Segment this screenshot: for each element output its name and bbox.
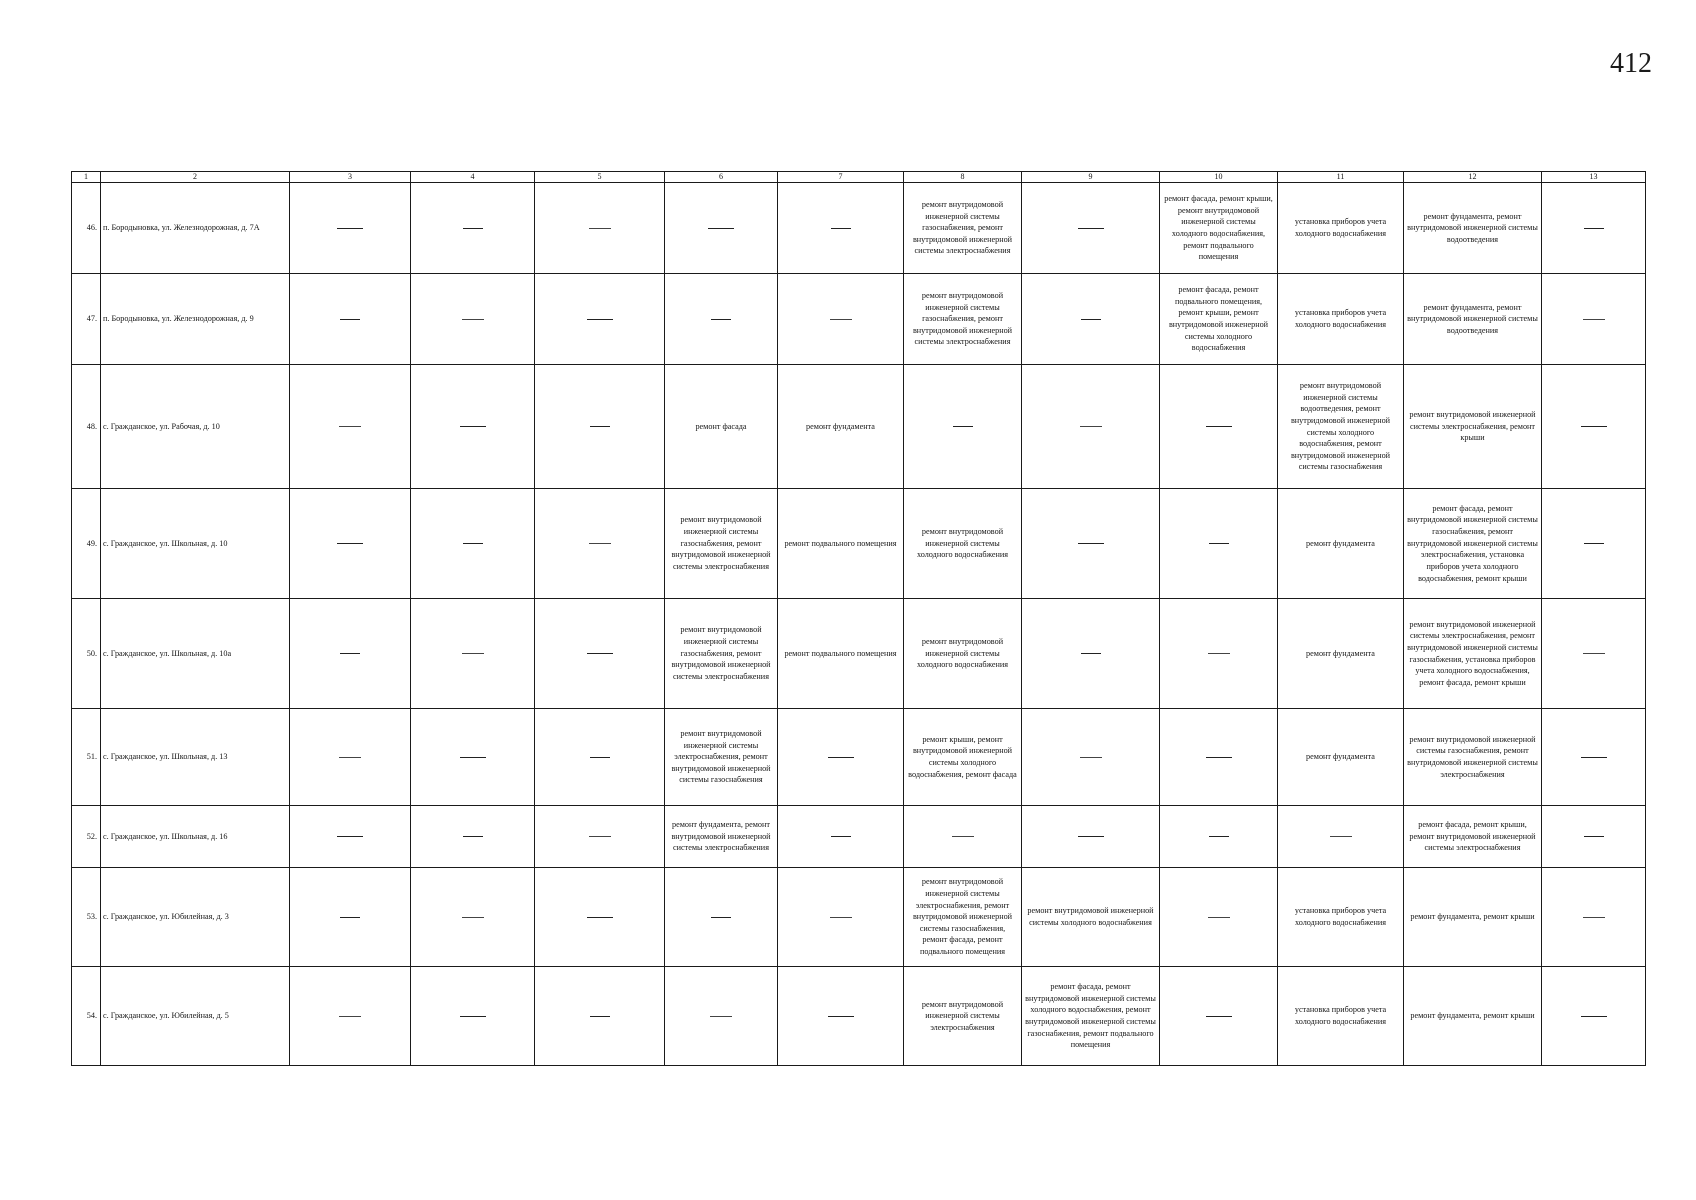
empty-dash-cell xyxy=(1022,365,1160,489)
work-type-cell: ремонт фасада, ремонт внутридомовой инженерной системы газоснабжения, ремонт внутридомовой инженерной системы электроснабжения, установка приборов учета холодного водоснабжения, ремонт крыши xyxy=(1404,489,1542,599)
work-type-cell: ремонт фундамента, ремонт внутридомовой инженерной системы водоотведения xyxy=(1404,274,1542,365)
dash-mark xyxy=(1584,836,1604,837)
dash-mark xyxy=(831,836,851,837)
empty-dash-cell xyxy=(1542,709,1646,806)
table-row xyxy=(72,274,1646,365)
empty-dash-cell xyxy=(1278,806,1404,868)
dash-mark xyxy=(1208,653,1230,654)
work-type-cell: ремонт внутридомовой инженерной системы электроснабжения, ремонт внутридомовой инженерной системы газоснабжения, ремонт фасада, ремонт подвального помещения xyxy=(904,868,1022,967)
empty-dash-cell xyxy=(1160,489,1278,599)
empty-dash-cell xyxy=(411,183,535,274)
dash-mark xyxy=(340,653,360,654)
dash-mark xyxy=(1081,653,1101,654)
work-type-cell: ремонт внутридомовой инженерной системы газоснабжения, ремонт внутридомовой инженерной системы электроснабжения xyxy=(665,489,778,599)
dash-mark xyxy=(463,228,483,229)
empty-dash-cell xyxy=(1022,274,1160,365)
address-cell: с. Гражданское, ул. Школьная, д. 16 xyxy=(101,806,290,868)
dash-mark xyxy=(1206,426,1232,427)
dash-mark xyxy=(590,757,610,758)
empty-dash-cell xyxy=(411,274,535,365)
empty-dash-cell xyxy=(665,183,778,274)
row-number-cell: 53. xyxy=(72,868,101,967)
dash-mark xyxy=(1209,543,1229,544)
dash-mark xyxy=(1080,757,1102,758)
empty-dash-cell xyxy=(290,599,411,709)
dash-mark xyxy=(1208,917,1230,918)
dash-mark xyxy=(462,653,484,654)
work-type-cell: ремонт фасада, ремонт крыши, ремонт внутридомовой инженерной системы электроснабжения xyxy=(1404,806,1542,868)
empty-dash-cell xyxy=(665,868,778,967)
dash-mark xyxy=(1078,836,1104,837)
dash-mark xyxy=(830,319,852,320)
dash-mark xyxy=(1330,836,1352,837)
work-type-cell: ремонт фасада, ремонт подвального помещения, ремонт крыши, ремонт внутридомовой инженерной системы холодного водоснабжения xyxy=(1160,274,1278,365)
empty-dash-cell xyxy=(665,274,778,365)
empty-dash-cell xyxy=(1542,489,1646,599)
row-number-cell: 54. xyxy=(72,967,101,1066)
dash-mark xyxy=(337,836,363,837)
work-type-cell: установка приборов учета холодного водоснабжения xyxy=(1278,967,1404,1066)
work-type-cell: ремонт внутридомовой инженерной системы газоснабжения, ремонт внутридомовой инженерной системы электроснабжения xyxy=(1404,709,1542,806)
empty-dash-cell xyxy=(290,709,411,806)
dash-mark xyxy=(710,1016,732,1017)
dash-mark xyxy=(1581,1016,1607,1017)
dash-mark xyxy=(952,836,974,837)
header-cell: 2 xyxy=(101,172,290,183)
dash-mark xyxy=(460,757,486,758)
work-type-cell: ремонт внутридомовой инженерной системы электроснабжения, ремонт крыши xyxy=(1404,365,1542,489)
dash-mark xyxy=(339,426,361,427)
repair-schedule-table-wrap xyxy=(71,171,1645,1066)
empty-dash-cell xyxy=(290,806,411,868)
empty-dash-cell xyxy=(535,806,665,868)
empty-dash-cell xyxy=(1542,967,1646,1066)
empty-dash-cell xyxy=(1022,183,1160,274)
dash-mark xyxy=(1080,426,1102,427)
empty-dash-cell xyxy=(1542,183,1646,274)
dash-mark xyxy=(828,1016,854,1017)
empty-dash-cell xyxy=(290,183,411,274)
address-cell: п. Бородыновка, ул. Железнодорожная, д. 7А xyxy=(101,183,290,274)
empty-dash-cell xyxy=(1160,868,1278,967)
dash-mark xyxy=(590,1016,610,1017)
empty-dash-cell xyxy=(1160,806,1278,868)
address-cell: п. Бородыновка, ул. Железнодорожная, д. 9 xyxy=(101,274,290,365)
work-type-cell: ремонт фундамента xyxy=(778,365,904,489)
dash-mark xyxy=(337,228,363,229)
work-type-cell: ремонт подвального помещения xyxy=(778,599,904,709)
dash-mark xyxy=(339,1016,361,1017)
work-type-cell: ремонт внутридомовой инженерной системы холодного водоснабжения xyxy=(904,599,1022,709)
dash-mark xyxy=(589,836,611,837)
empty-dash-cell xyxy=(1022,806,1160,868)
work-type-cell: ремонт фасада xyxy=(665,365,778,489)
dash-mark xyxy=(589,228,611,229)
page-number: 412 xyxy=(1610,48,1652,79)
work-type-cell: установка приборов учета холодного водоснабжения xyxy=(1278,274,1404,365)
dash-mark xyxy=(1583,917,1605,918)
work-type-cell: ремонт фундамента, ремонт внутридомовой инженерной системы водоотведения xyxy=(1404,183,1542,274)
row-number-cell: 47. xyxy=(72,274,101,365)
header-cell: 10 xyxy=(1160,172,1278,183)
dash-mark xyxy=(460,426,486,427)
header-cell: 7 xyxy=(778,172,904,183)
empty-dash-cell xyxy=(778,709,904,806)
dash-mark xyxy=(460,1016,486,1017)
empty-dash-cell xyxy=(1160,709,1278,806)
table-row xyxy=(72,967,1646,1066)
dash-mark xyxy=(462,917,484,918)
dash-mark xyxy=(1583,653,1605,654)
empty-dash-cell xyxy=(411,806,535,868)
dash-mark xyxy=(830,917,852,918)
table-row xyxy=(72,709,1646,806)
work-type-cell: ремонт фасада, ремонт крыши, ремонт внутридомовой инженерной системы холодного водоснабжения, ремонт подвального помещения xyxy=(1160,183,1278,274)
dash-mark xyxy=(463,543,483,544)
empty-dash-cell xyxy=(1542,868,1646,967)
dash-mark xyxy=(1581,757,1607,758)
dash-mark xyxy=(953,426,973,427)
empty-dash-cell xyxy=(1022,489,1160,599)
dash-mark xyxy=(339,757,361,758)
address-cell: с. Гражданское, ул. Школьная, д. 10а xyxy=(101,599,290,709)
dash-mark xyxy=(337,543,363,544)
empty-dash-cell xyxy=(904,806,1022,868)
table-row xyxy=(72,365,1646,489)
dash-mark xyxy=(1081,319,1101,320)
work-type-cell: ремонт внутридомовой инженерной системы газоснабжения, ремонт внутридомовой инженерной системы электроснабжения xyxy=(665,599,778,709)
dash-mark xyxy=(1581,426,1607,427)
header-cell: 4 xyxy=(411,172,535,183)
work-type-cell: ремонт внутридомовой инженерной системы холодного водоснабжения xyxy=(1022,868,1160,967)
empty-dash-cell xyxy=(535,868,665,967)
empty-dash-cell xyxy=(1022,599,1160,709)
empty-dash-cell xyxy=(1022,709,1160,806)
row-number-cell: 46. xyxy=(72,183,101,274)
table-row xyxy=(72,489,1646,599)
work-type-cell: ремонт внутридомовой инженерной системы электроснабжения xyxy=(904,967,1022,1066)
table-row xyxy=(72,806,1646,868)
dash-mark xyxy=(708,228,734,229)
work-type-cell: ремонт фундамента xyxy=(1278,489,1404,599)
dash-mark xyxy=(1206,1016,1232,1017)
empty-dash-cell xyxy=(411,599,535,709)
empty-dash-cell xyxy=(290,868,411,967)
table-row xyxy=(72,599,1646,709)
table-body xyxy=(72,183,1646,1066)
dash-mark xyxy=(587,319,613,320)
dash-mark xyxy=(1078,228,1104,229)
dash-mark xyxy=(828,757,854,758)
dash-mark xyxy=(589,543,611,544)
dash-mark xyxy=(1583,319,1605,320)
dash-mark xyxy=(587,917,613,918)
empty-dash-cell xyxy=(290,489,411,599)
empty-dash-cell xyxy=(1542,599,1646,709)
empty-dash-cell xyxy=(1160,365,1278,489)
empty-dash-cell xyxy=(1542,274,1646,365)
work-type-cell: ремонт внутридомовой инженерной системы электроснабжения, ремонт внутридомовой инженерной системы газоснабжения, установка приборов учета холодного водоснабжения, ремонт фасада, ремонт крыши xyxy=(1404,599,1542,709)
dash-mark xyxy=(463,836,483,837)
empty-dash-cell xyxy=(778,868,904,967)
row-number-cell: 50. xyxy=(72,599,101,709)
address-cell: с. Гражданское, ул. Юбилейная, д. 3 xyxy=(101,868,290,967)
empty-dash-cell xyxy=(535,489,665,599)
empty-dash-cell xyxy=(535,709,665,806)
empty-dash-cell xyxy=(665,967,778,1066)
row-number-cell: 51. xyxy=(72,709,101,806)
work-type-cell: ремонт внутридомовой инженерной системы электроснабжения, ремонт внутридомовой инженерной системы газоснабжения xyxy=(665,709,778,806)
header-cell: 12 xyxy=(1404,172,1542,183)
work-type-cell: ремонт внутридомовой инженерной системы холодного водоснабжения xyxy=(904,489,1022,599)
empty-dash-cell xyxy=(411,365,535,489)
header-cell: 11 xyxy=(1278,172,1404,183)
dash-mark xyxy=(340,319,360,320)
address-cell: с. Гражданское, ул. Школьная, д. 13 xyxy=(101,709,290,806)
work-type-cell: ремонт подвального помещения xyxy=(778,489,904,599)
work-type-cell: установка приборов учета холодного водоснабжения xyxy=(1278,868,1404,967)
address-cell: с. Гражданское, ул. Школьная, д. 10 xyxy=(101,489,290,599)
work-type-cell: ремонт фундамента xyxy=(1278,709,1404,806)
empty-dash-cell xyxy=(778,806,904,868)
empty-dash-cell xyxy=(535,365,665,489)
empty-dash-cell xyxy=(1160,599,1278,709)
header-cell: 13 xyxy=(1542,172,1646,183)
empty-dash-cell xyxy=(411,709,535,806)
empty-dash-cell xyxy=(411,967,535,1066)
work-type-cell: ремонт фундамента, ремонт крыши xyxy=(1404,868,1542,967)
empty-dash-cell xyxy=(778,183,904,274)
work-type-cell: ремонт крыши, ремонт внутридомовой инженерной системы холодного водоснабжения, ремонт фасада xyxy=(904,709,1022,806)
empty-dash-cell xyxy=(290,365,411,489)
empty-dash-cell xyxy=(411,489,535,599)
dash-mark xyxy=(1209,836,1229,837)
header-cell: 6 xyxy=(665,172,778,183)
empty-dash-cell xyxy=(290,274,411,365)
work-type-cell: ремонт фундамента, ремонт внутридомовой инженерной системы электроснабжения xyxy=(665,806,778,868)
work-type-cell: ремонт внутридомовой инженерной системы водоотведения, ремонт внутридомовой инженерной системы холодного водоснабжения, ремонт внутридомовой инженерной системы газоснабжения xyxy=(1278,365,1404,489)
work-type-cell: ремонт внутридомовой инженерной системы газоснабжения, ремонт внутридомовой инженерной системы электроснабжения xyxy=(904,274,1022,365)
dash-mark xyxy=(711,319,731,320)
address-cell: с. Гражданское, ул. Рабочая, д. 10 xyxy=(101,365,290,489)
dash-mark xyxy=(340,917,360,918)
header-cell: 3 xyxy=(290,172,411,183)
dash-mark xyxy=(1206,757,1232,758)
work-type-cell: ремонт внутридомовой инженерной системы газоснабжения, ремонт внутридомовой инженерной системы электроснабжения xyxy=(904,183,1022,274)
row-number-cell: 52. xyxy=(72,806,101,868)
dash-mark xyxy=(590,426,610,427)
header-row xyxy=(72,172,1646,183)
work-type-cell: ремонт фасада, ремонт внутридомовой инженерной системы холодного водоснабжения, ремонт внутридомовой инженерной системы газоснабжения, ремонт подвального помещения xyxy=(1022,967,1160,1066)
empty-dash-cell xyxy=(535,274,665,365)
empty-dash-cell xyxy=(904,365,1022,489)
dash-mark xyxy=(1078,543,1104,544)
dash-mark xyxy=(462,319,484,320)
empty-dash-cell xyxy=(535,183,665,274)
table-row xyxy=(72,183,1646,274)
header-cell: 9 xyxy=(1022,172,1160,183)
empty-dash-cell xyxy=(290,967,411,1066)
empty-dash-cell xyxy=(535,967,665,1066)
dash-mark xyxy=(711,917,731,918)
row-number-cell: 49. xyxy=(72,489,101,599)
row-number-cell: 48. xyxy=(72,365,101,489)
repair-schedule-table xyxy=(71,171,1646,1066)
work-type-cell: установка приборов учета холодного водоснабжения xyxy=(1278,183,1404,274)
table-row xyxy=(72,868,1646,967)
empty-dash-cell xyxy=(778,274,904,365)
empty-dash-cell xyxy=(1160,967,1278,1066)
dash-mark xyxy=(1584,543,1604,544)
header-cell: 8 xyxy=(904,172,1022,183)
dash-mark xyxy=(1584,228,1604,229)
header-cell: 5 xyxy=(535,172,665,183)
address-cell: с. Гражданское, ул. Юбилейная, д. 5 xyxy=(101,967,290,1066)
dash-mark xyxy=(587,653,613,654)
empty-dash-cell xyxy=(1542,365,1646,489)
work-type-cell: ремонт фундамента, ремонт крыши xyxy=(1404,967,1542,1066)
work-type-cell: ремонт фундамента xyxy=(1278,599,1404,709)
header-cell: 1 xyxy=(72,172,101,183)
empty-dash-cell xyxy=(1542,806,1646,868)
empty-dash-cell xyxy=(778,967,904,1066)
dash-mark xyxy=(831,228,851,229)
empty-dash-cell xyxy=(535,599,665,709)
empty-dash-cell xyxy=(411,868,535,967)
